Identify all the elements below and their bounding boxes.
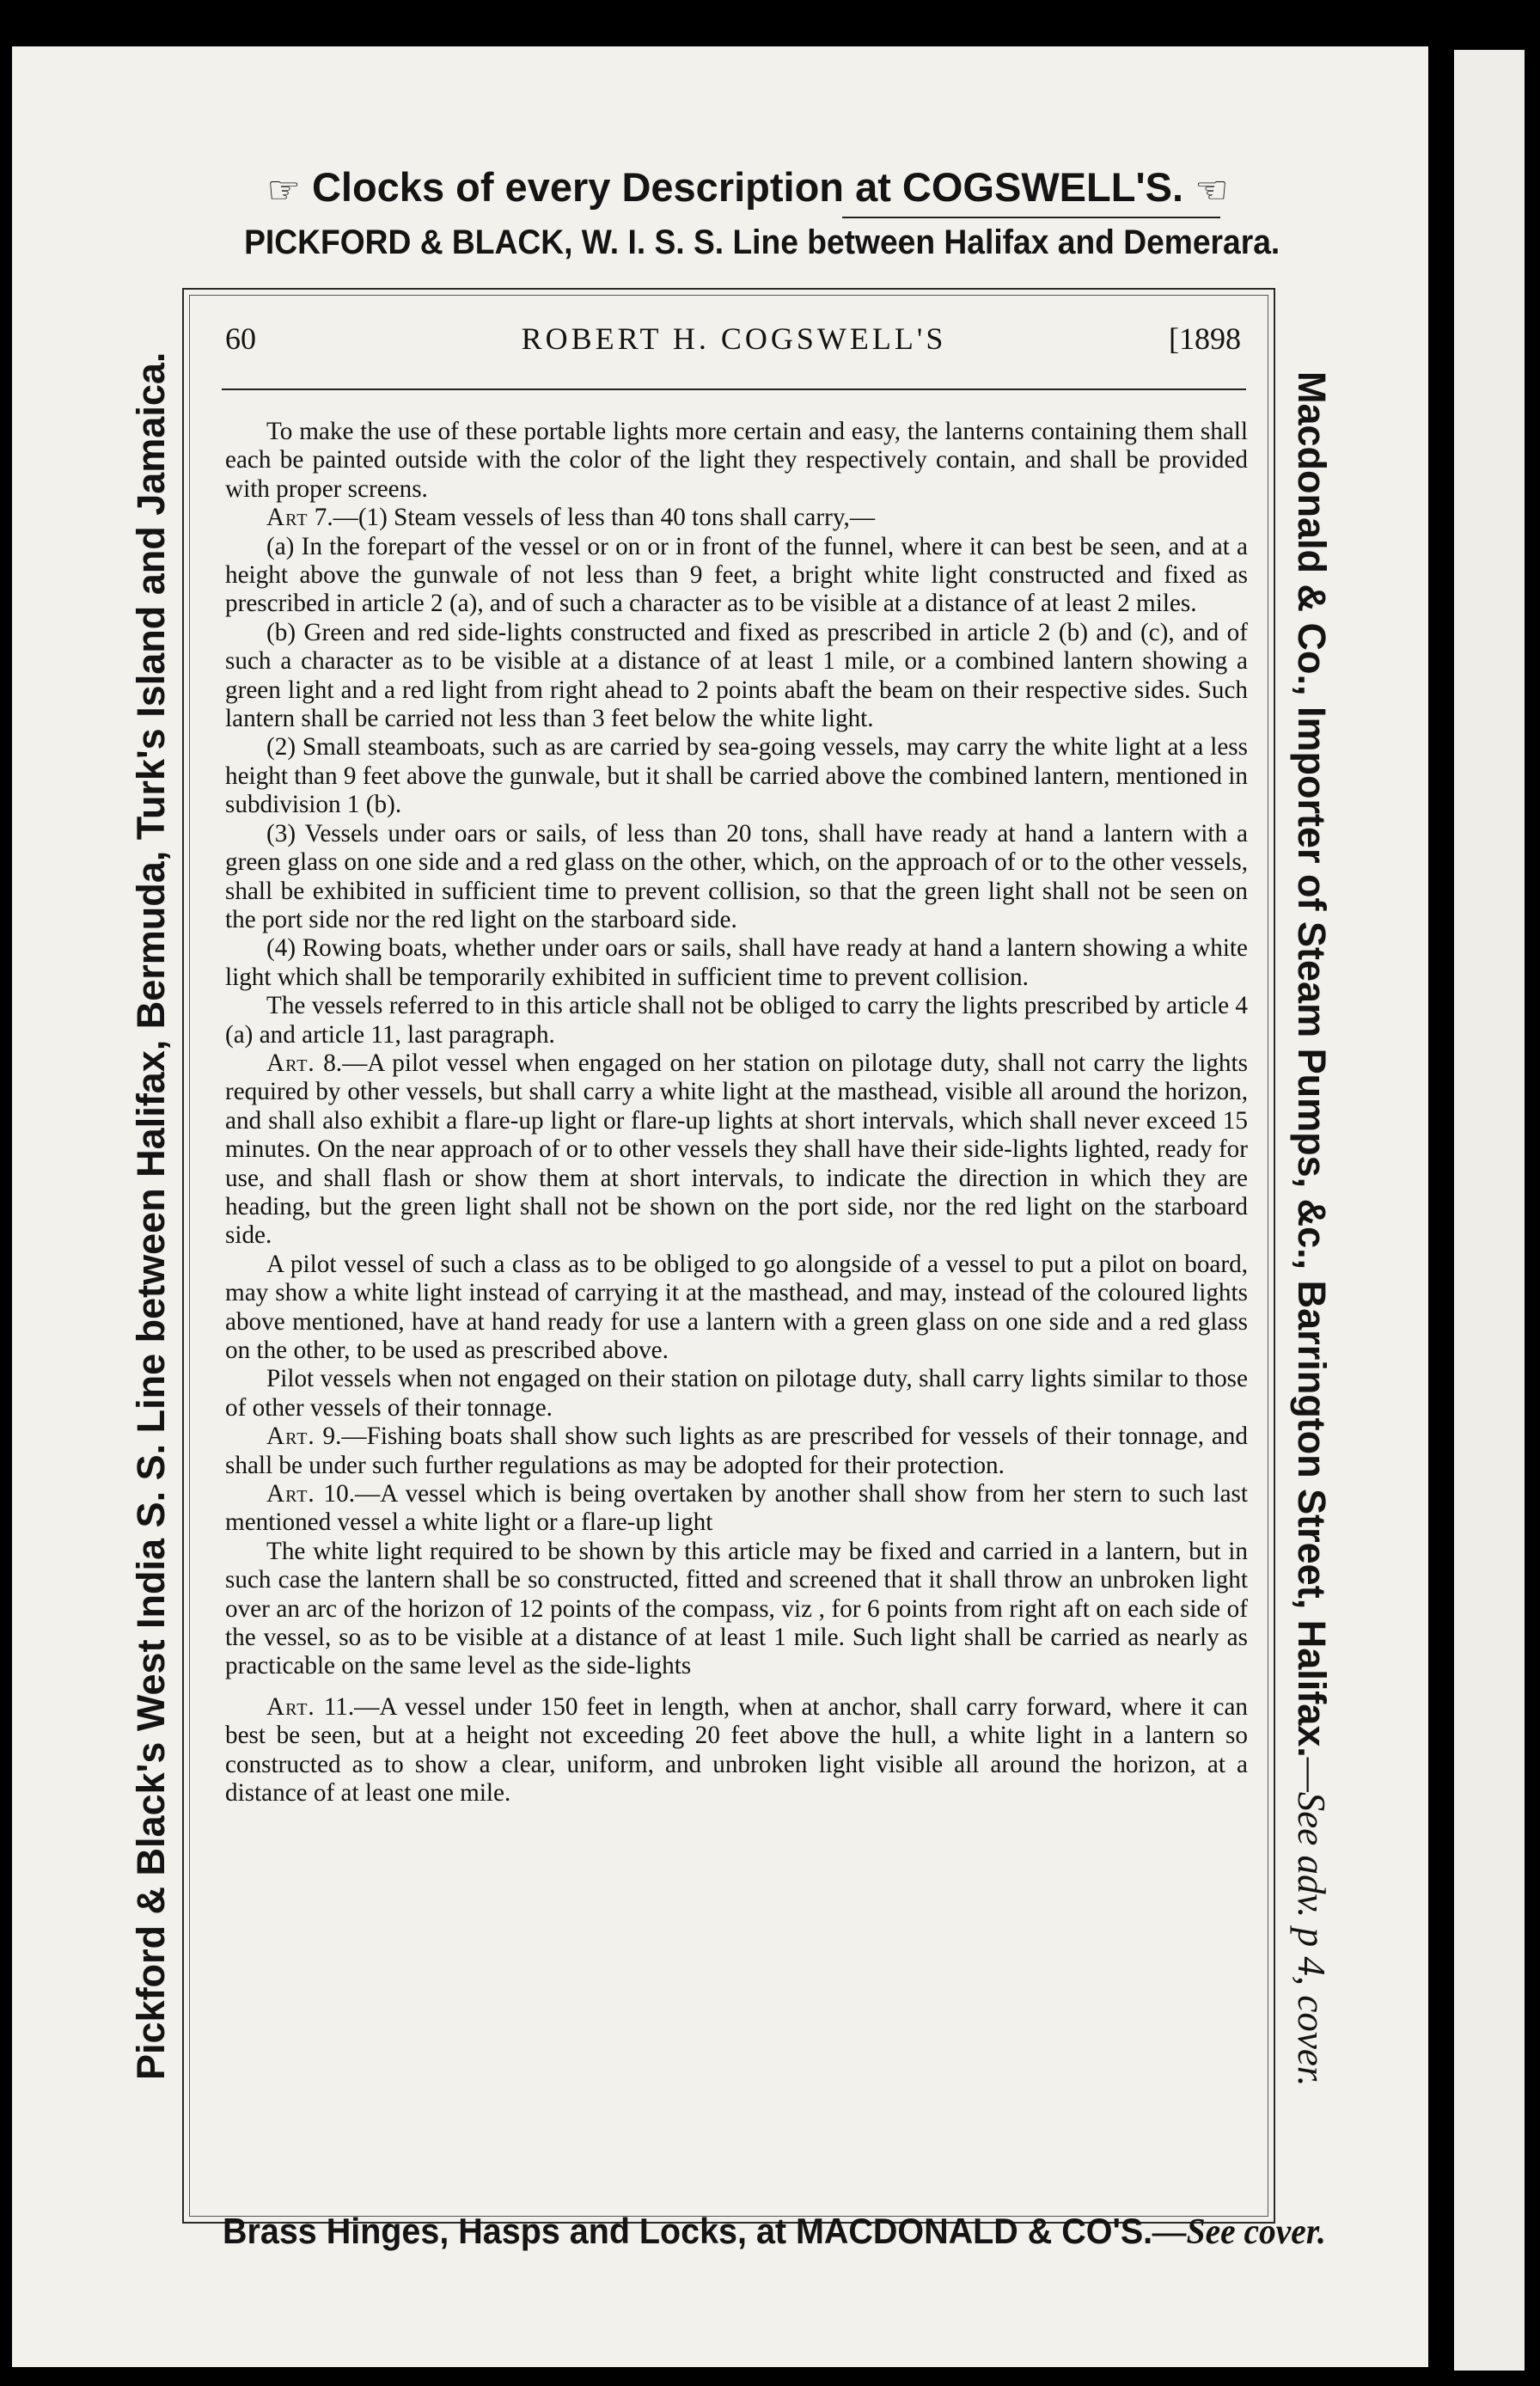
paragraph: (3) Vessels under oars or sails, of less than 20 tons, shall have ready at hand a lantern with a green glass on one side and a red glass on the other, which, on the approach of or to the other vessels, shall be exhibited in sufficient time to prevent collision, so that the green light shall not be seen on the port side nor the red light on the starboard side.: [225, 819, 1248, 933]
paragraph: Pilot vessels when not engaged on their station on pilotage duty, shall carry lights similar to those of other vessels of their tonnage.: [225, 1365, 1248, 1422]
article-text: 7.—(1) Steam vessels of less than 40 tons shall carry,—: [308, 504, 876, 532]
running-header: [222, 321, 1246, 358]
right-side-ad-italic: —See adv. p 4, cover.: [1290, 1757, 1333, 2087]
paragraph: A pilot vessel of such a class as to be obliged to go alongside of a vessel to put a pilot on board, may show a white light instead of carrying it at the masthead, and may, instead of the coloured lights above mentioned, have at hand ready for use a lantern with a green glass on one side and a red glass on the other, to be used as prescribed above.: [225, 1250, 1248, 1364]
header-rule: [222, 388, 1246, 390]
article-text: 11.—A vessel under 150 feet in length, when at anchor, shall carry forward, where it can best be seen, but at a height not exceeding 20 feet above the hull, a white light in a lantern so constructed as to show a clear, uniform, and unbroken light visible all around the horizon, at a distance of at least one mile.: [225, 1692, 1248, 1808]
article-label: Art.: [266, 1049, 315, 1077]
article-8: [225, 1049, 1248, 1251]
bottom-advertisement: [223, 2211, 1326, 2253]
left-side-ad-text: Pickford & Black's West India S. S. Line between Halifax, Bermuda, Turk's Island and Jamaica.: [129, 352, 173, 2081]
paragraph: The white light required to be shown by this article may be fixed and carried in a lantern, but in such case the lantern shall be so constructed, fitted and screened that it shall throw an unbroken light over an arc of the horizon of 12 points of the compass, viz , for 6 points from right aft on each side of the vessel, so as to be visible at a distance of at least 1 mile. Such light shall be carried as nearly as practicable on the same level as the side-lights: [225, 1537, 1248, 1680]
top-ad-text: Clocks of every Description at COGSWELL'S.: [311, 164, 1184, 210]
article-label: Art.: [266, 1480, 315, 1508]
paragraph: (a) In the forepart of the vessel or on or in front of the funnel, where it can best be seen, and at a height above the gunwale of not less than 9 feet, a bright white light constructed and fixed as prescribed in article 2 (a), and of such a character as to be visible at a distance of at least 2 miles.: [225, 532, 1248, 618]
page-number: 60: [225, 321, 256, 356]
paragraph: To make the use of these portable lights more certain and easy, the lanterns containing them shall each be painted outside with the color of the light they respectively contain, and shall be provided with proper screens.: [225, 418, 1248, 503]
paragraph: (b) Green and red side-lights constructed and fixed as prescribed in article 2 (b) and (c), and of such a character as to be visible at a distance of at least 1 mile, or a combined lantern showing a green light and a red light from right ahead to 2 points abaft the beam on their respective sides. Such lantern shall be carried not less than 3 feet below the white light.: [225, 618, 1248, 733]
article-label: Art.: [266, 1422, 315, 1451]
article-text: 8.—A pilot vessel when engaged on her station on pilotage duty, shall not carry the lights required by other vessels, but shall carry a white light at the masthead, visible all around the horizon, and shall also exhibit a flare-up light or flare-up lights at short intervals, which shall never exceed 15 minutes. On the near approach of or to other vessels they shall have their side-lights lighted, ready for use, and shall flash or show them at short intervals, to indicate the direction in which they are heading, but the green light shall not be shown on the port side, nor the red light on the starboard side.: [225, 1049, 1248, 1250]
adjacent-page-strip: [1454, 50, 1525, 2371]
year: [1898: [1169, 321, 1241, 356]
divider: [842, 217, 1220, 218]
pointing-hand-icon: ☞: [1195, 169, 1229, 212]
right-side-advertisement: [1289, 258, 1334, 2200]
article-7: [225, 504, 1248, 532]
second-advertisement: PICKFORD & BLACK, W. I. S. S. Line between Halifax and Demerara.: [244, 223, 1280, 261]
article-label: Art.: [266, 1692, 315, 1721]
article-label: Art: [266, 504, 309, 532]
bottom-ad-text: Brass Hinges, Hasps and Locks, at MACDONALD & CO'S.: [223, 2211, 1153, 2251]
article-10: [225, 1480, 1248, 1538]
paragraph: The vessels referred to in this article shall not be obliged to carry the lights prescribed by article 4 (a) and article 11, last paragraph.: [225, 992, 1248, 1049]
bottom-ad-italic: —See cover.: [1152, 2212, 1326, 2252]
left-side-advertisement: [129, 236, 174, 2196]
article-text: 9.—Fishing boats shall show such lights as are prescribed for vessels of their tonnage, and shall be under such further regulations as may be adopted for their protection.: [225, 1422, 1248, 1479]
article-text: 10.—A vessel which is being overtaken by another shall show from her stern to such last mentioned vessel a white light or a flare-up light: [225, 1480, 1248, 1537]
top-advertisement: [189, 163, 1306, 212]
article-9: [225, 1422, 1248, 1480]
page-title: ROBERT H. COGSWELL'S: [521, 321, 947, 356]
pointing-hand-icon: ☞: [266, 169, 301, 212]
body-text: [225, 418, 1248, 1808]
article-11: [225, 1693, 1248, 1808]
paragraph: (2) Small steamboats, such as are carried by sea-going vessels, may carry the white light at a less height than 9 feet above the gunwale, but it shall be carried above the combined lantern, mentioned in subdivision 1 (b).: [225, 733, 1248, 819]
paragraph: (4) Rowing boats, whether under oars or sails, shall have ready at hand a lantern showing a white light which shall be temporarily exhibited in sufficient time to prevent collision.: [225, 934, 1248, 991]
right-side-ad-text: Macdonald & Co., Importer of Steam Pumps, &c., Barrington Street, Halifax.: [1290, 371, 1334, 1758]
